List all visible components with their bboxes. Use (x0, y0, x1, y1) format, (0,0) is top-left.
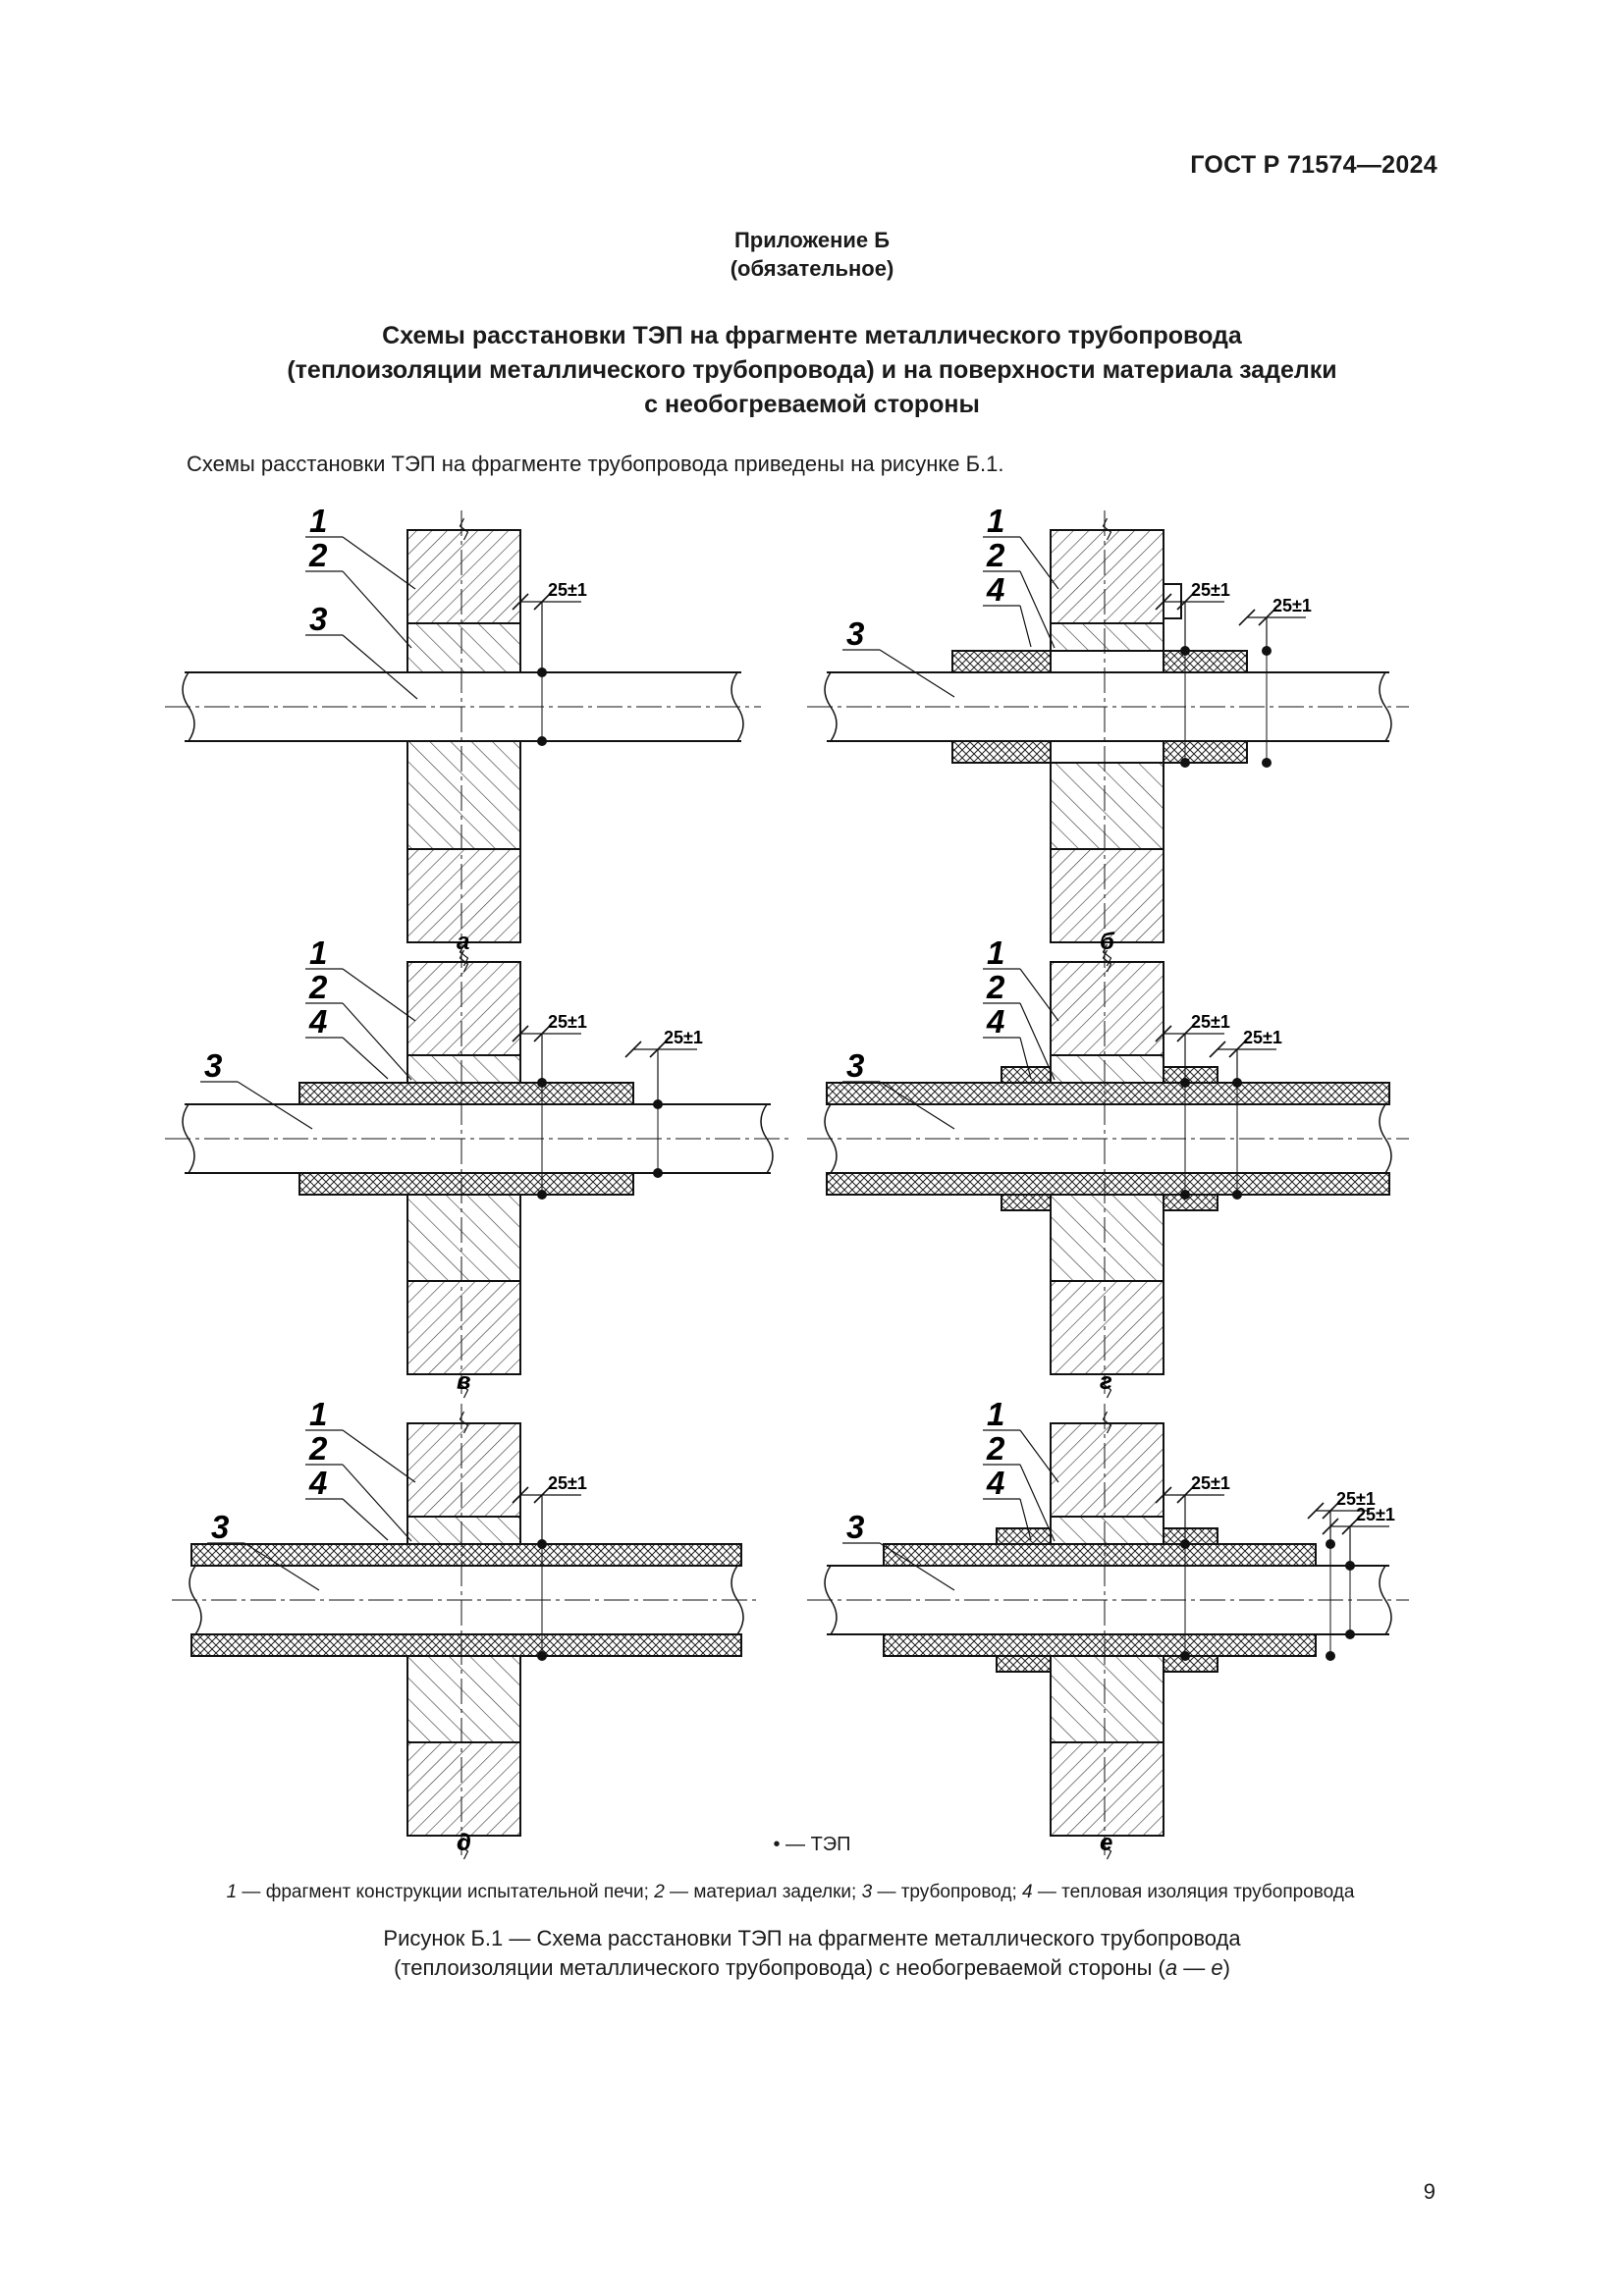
caption-line: Рисунок Б.1 — Схема расстановки ТЭП на фрагменте металлического трубопровода (383, 1926, 1241, 1950)
part-number: 4 (987, 1003, 1005, 1040)
section-title-line: с необогреваемой стороны (644, 391, 980, 418)
outer-insulation (1001, 1195, 1051, 1210)
dimension-label: 25±1 (1191, 580, 1230, 600)
seal-material-bottom (407, 1195, 520, 1281)
panel-letter: г (1100, 1368, 1112, 1395)
tep-point (653, 1168, 663, 1178)
tep-point (537, 1651, 547, 1661)
part-number: 2 (987, 537, 1005, 573)
tep-point (1180, 758, 1190, 768)
seal-material-top (407, 1517, 520, 1544)
furnace-wall-top (407, 1423, 520, 1517)
part-number: 3 (211, 1509, 230, 1545)
standard-designation: ГОСТ Р 71574—2024 (1190, 151, 1437, 179)
appendix-title: Приложение Б (733, 228, 891, 252)
furnace-wall-bottom (1051, 1281, 1164, 1374)
furnace-wall-top (1051, 530, 1164, 623)
pipe-insulation (191, 1544, 741, 1566)
dimension-label: 25±1 (1191, 1473, 1230, 1493)
legend-text: — тепловая изоляция трубопровода (1032, 1882, 1355, 1902)
part-number: 1 (987, 503, 1005, 539)
caption-text: ) (1222, 1955, 1230, 1980)
legend-number: 1 (226, 1882, 238, 1902)
panel-g (807, 934, 1409, 1398)
panel-d (172, 1396, 761, 1859)
tep-point (1180, 1190, 1190, 1200)
seal-material-top (407, 1055, 520, 1083)
part-number: 1 (309, 503, 328, 539)
pipe-insulation (952, 651, 1051, 672)
dimension-label: 25±1 (1356, 1505, 1395, 1524)
leader-line (343, 537, 415, 589)
caption-range-end: е (1211, 1955, 1223, 1980)
panel-letter: б (1100, 929, 1114, 955)
caption-range-start: а (1164, 1955, 1178, 1980)
tep-point (1326, 1651, 1335, 1661)
intro-paragraph: Схемы расстановки ТЭП на фрагменте трубопровода приведены на рисунке Б.1. (187, 452, 1004, 476)
panel-letter: а (457, 929, 470, 955)
tep-point (1262, 758, 1272, 768)
panel-a (165, 503, 761, 966)
part-number: 4 (309, 1003, 328, 1040)
section-title-line: Схемы расстановки ТЭП на фрагменте металлического трубопровода (382, 322, 1242, 349)
seal-material-bottom (1051, 763, 1164, 849)
legend-text: — фрагмент конструкции испытательной печи; (237, 1882, 655, 1902)
outer-insulation (1164, 1195, 1218, 1210)
pipe (165, 1104, 790, 1173)
tep-point (537, 1190, 547, 1200)
outer-insulation (997, 1656, 1051, 1672)
furnace-wall-top (1051, 1423, 1164, 1517)
furnace-wall-top (1051, 962, 1164, 1055)
legend-text: — материал заделки; (664, 1882, 862, 1902)
appendix-status: (обязательное) (730, 256, 894, 281)
tep-point (1180, 1651, 1190, 1661)
pipe-insulation (1164, 651, 1247, 672)
pipe-insulation (952, 741, 1051, 763)
dimension-label: 25±1 (664, 1028, 703, 1047)
pipe-insulation (1164, 741, 1247, 763)
tep-legend: • — ТЭП (773, 1834, 851, 1855)
outer-insulation (997, 1528, 1051, 1544)
figure-caption (0, 1924, 1624, 1983)
pipe-insulation (884, 1634, 1316, 1656)
seal-material-bottom (407, 1656, 520, 1742)
leader-line (343, 1430, 415, 1482)
part-number: 3 (846, 615, 865, 652)
part-number: 1 (309, 934, 328, 971)
panel-v (165, 934, 790, 1398)
leader-line (343, 571, 411, 648)
panel-letter: е (1100, 1830, 1113, 1856)
tep-point (1345, 1629, 1355, 1639)
part-number: 4 (987, 1465, 1005, 1501)
part-number: 1 (987, 1396, 1005, 1432)
seal-material-bottom (1051, 1195, 1164, 1281)
leader-line (343, 1038, 388, 1079)
dimension-label: 25±1 (1336, 1489, 1376, 1509)
seal-material-top (1051, 1517, 1164, 1544)
pipe-insulation (827, 1173, 1389, 1195)
seal-material-bottom (407, 741, 520, 849)
part-number: 2 (987, 1430, 1005, 1467)
part-number: 4 (987, 571, 1005, 608)
part-number: 1 (987, 934, 1005, 971)
caption-text: (теплоизоляции металлического трубопровода) с необогреваемой стороны ( (394, 1955, 1165, 1980)
part-number: 2 (987, 969, 1005, 1005)
legend-number: 3 (861, 1882, 873, 1902)
legend-text: — трубопровод; (872, 1882, 1023, 1902)
furnace-wall-top (407, 530, 520, 623)
figure-legend (118, 1882, 1463, 1903)
seal-material-top (407, 623, 520, 672)
leader-line (343, 1499, 388, 1540)
pipe (807, 1566, 1409, 1634)
pipe-insulation (884, 1544, 1316, 1566)
caption-range-sep: — (1177, 1955, 1212, 1980)
furnace-wall-top (407, 962, 520, 1055)
furnace-wall-bottom (407, 1742, 520, 1836)
part-number: 2 (309, 537, 328, 573)
part-number: 3 (846, 1509, 865, 1545)
pipe (807, 1104, 1409, 1173)
tep-point (1232, 1190, 1242, 1200)
dimension-label: 25±1 (1243, 1028, 1282, 1047)
seal-material-top (1051, 1055, 1164, 1083)
page-number: 9 (1423, 2179, 1435, 2204)
part-number: 1 (309, 1396, 328, 1432)
outer-insulation (1164, 1656, 1218, 1672)
leader-line (343, 635, 417, 699)
pipe (165, 672, 761, 741)
panel-letter: д (457, 1830, 471, 1856)
outer-insulation (1164, 1067, 1218, 1083)
tep-point (537, 736, 547, 746)
furnace-wall-bottom (1051, 1742, 1164, 1836)
panel-b (807, 503, 1409, 966)
leader-line (343, 969, 415, 1021)
caption-line (0, 1953, 1624, 1983)
dimension-label: 25±1 (548, 580, 587, 600)
part-number: 2 (309, 969, 328, 1005)
part-number: 3 (309, 601, 328, 637)
section-title-line: (теплоизоляции металлического трубопровода) и на поверхности материала заделки (287, 356, 1337, 384)
part-number: 2 (309, 1430, 328, 1467)
pipe (172, 1566, 761, 1634)
legend-number: 2 (654, 1882, 665, 1902)
dimension-label: 25±1 (548, 1012, 587, 1032)
pipe (807, 672, 1409, 741)
leader-line (1020, 571, 1055, 648)
outer-insulation (1001, 1067, 1051, 1083)
panel-letter: в (457, 1368, 471, 1395)
pipe-insulation (191, 1634, 741, 1656)
dimension-label: 25±1 (548, 1473, 587, 1493)
legend-number: 4 (1022, 1882, 1033, 1902)
part-number: 3 (846, 1047, 865, 1084)
leader-line (1020, 606, 1031, 647)
furnace-wall-bottom (407, 1281, 520, 1374)
seal-material-bottom (1051, 1656, 1164, 1742)
outer-insulation (1164, 1528, 1218, 1544)
panel-e (807, 1396, 1409, 1859)
seal-material-top (1051, 623, 1164, 651)
dimension-label: 25±1 (1272, 596, 1312, 615)
pipe-insulation (299, 1083, 633, 1104)
dimension-label: 25±1 (1191, 1012, 1230, 1032)
pipe-insulation (299, 1173, 633, 1195)
part-number: 3 (204, 1047, 223, 1084)
part-number: 4 (309, 1465, 328, 1501)
